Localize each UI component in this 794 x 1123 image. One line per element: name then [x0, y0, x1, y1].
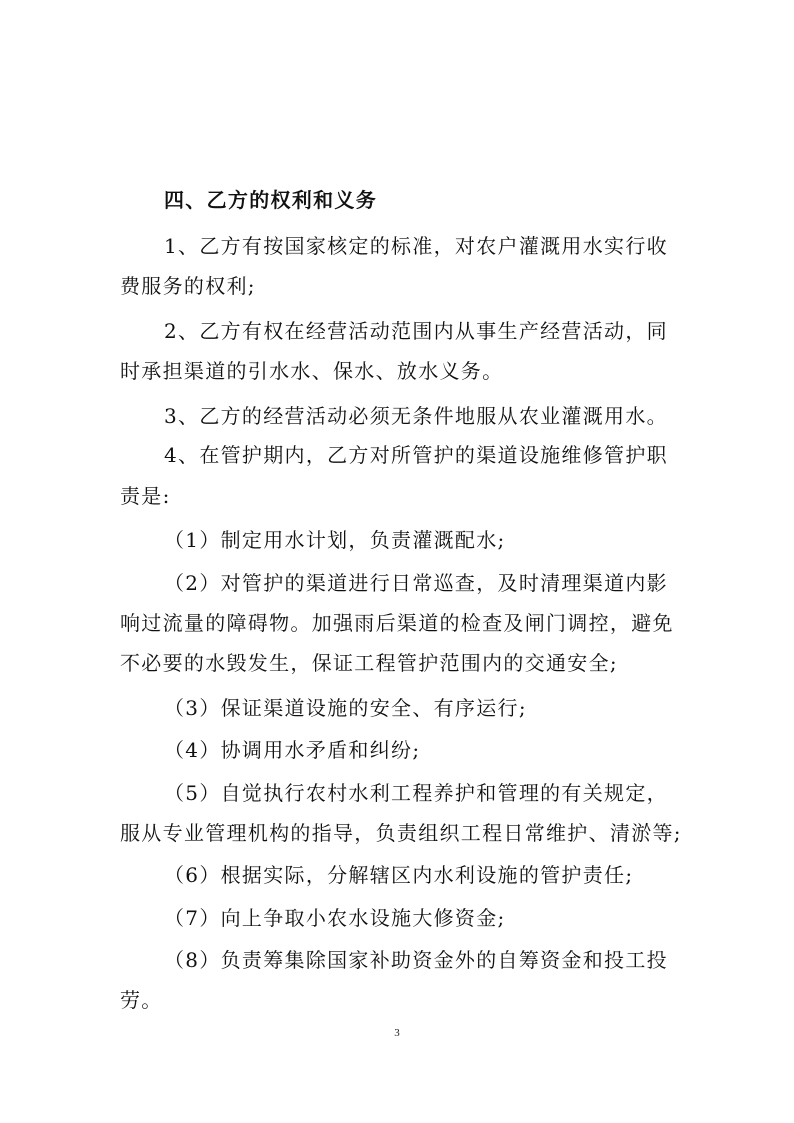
- list-item-line: （5）自觉执行农村水利工程养护和管理的有关规定，: [164, 781, 668, 805]
- paragraph-line: 费服务的权利;: [120, 274, 256, 298]
- paragraph-line: 4、在管护期内，乙方对所管护的渠道设施维修管护职: [164, 443, 668, 467]
- list-item-line: （2）对管护的渠道进行日常巡查，及时清理渠道内影: [164, 571, 668, 595]
- paragraph-line: 时承担渠道的引水水、保水、放水义务。: [120, 359, 504, 383]
- paragraph-line: 1、乙方有按国家核定的标准，对农户灌溉用水实行收: [164, 234, 668, 258]
- list-item-line: 不必要的水毁发生，保证工程管护范围内的交通安全;: [120, 651, 618, 675]
- section-heading: 四、乙方的权利和义务: [164, 188, 377, 212]
- list-item-line: （4）协调用水矛盾和纠纷;: [164, 738, 421, 762]
- list-item-line: 响过流量的障碍物。加强雨后渠道的检查及闸门调控，避免: [120, 611, 674, 635]
- paragraph-line: 3、乙方的经营活动必须无条件地服从农业灌溉用水。: [164, 404, 668, 428]
- paragraph-line: 2、乙方有权在经营活动范围内从事生产经营活动，同: [164, 319, 668, 343]
- paragraph-line: 责是:: [120, 484, 171, 508]
- list-item-line: （8）负责筹集除国家补助资金外的自筹资金和投工投: [164, 948, 668, 972]
- list-item-line: （6）根据实际，分解辖区内水利设施的管护责任;: [164, 863, 634, 887]
- list-item-line: （1）制定用水计划，负责灌溉配水;: [164, 528, 506, 552]
- list-item-line: 劳。: [120, 988, 163, 1012]
- page-number: 3: [394, 1027, 400, 1039]
- list-item-line: （3）保证渠道设施的安全、有序运行;: [164, 696, 527, 720]
- list-item-line: （7）向上争取小农水设施大修资金;: [164, 906, 506, 930]
- list-item-line: 服从专业管理机构的指导，负责组织工程日常维护、清淤等;: [120, 821, 682, 845]
